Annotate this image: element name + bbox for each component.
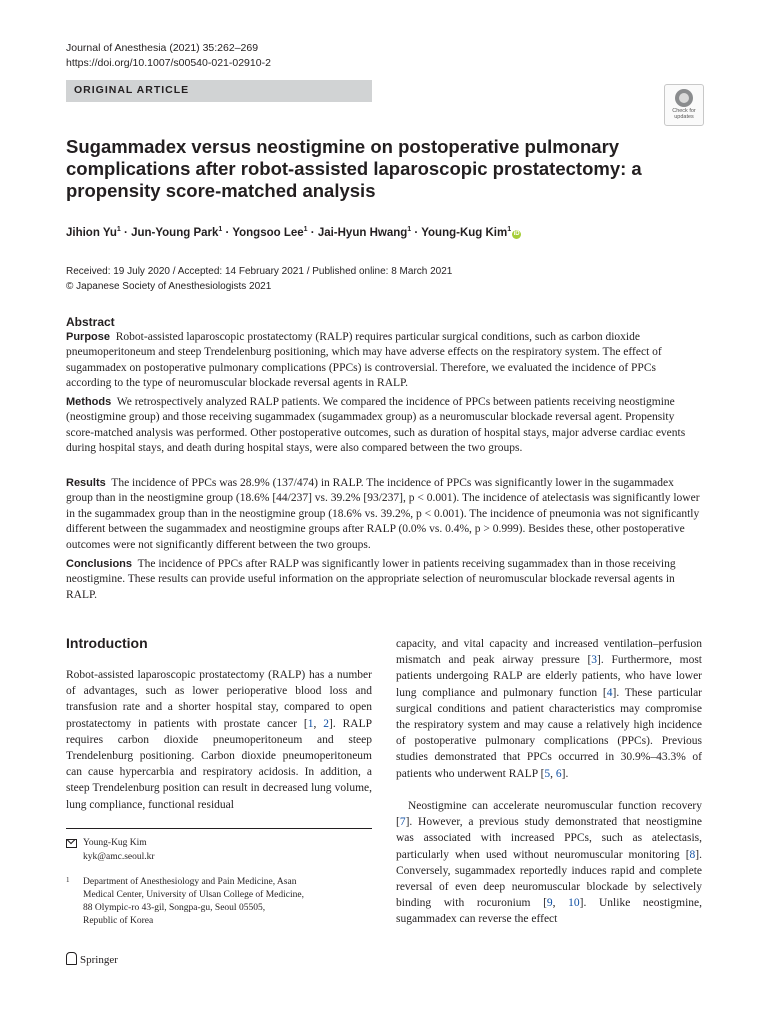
author-name[interactable]: Jai-Hyun Hwang xyxy=(317,226,408,239)
check-updates-icon xyxy=(675,89,693,107)
article-title: Sugammadex versus neostigmine on postoperative pulmonary complications after robot-assisted laparoscopic prostatectomy: a propensity score-matched analysis xyxy=(66,136,642,201)
correspondence-email[interactable]: kyk@amc.seoul.kr xyxy=(83,852,155,862)
citation-link[interactable]: 5 xyxy=(544,767,551,780)
citation-link[interactable]: 3 xyxy=(591,654,598,667)
author-name[interactable]: Yongsoo Lee xyxy=(232,226,304,239)
publication-history xyxy=(66,264,452,294)
citation-link[interactable]: 4 xyxy=(606,686,613,699)
correspondence-name: Young-Kug Kim xyxy=(83,838,147,848)
author-name[interactable]: Jun-Young Park xyxy=(131,226,219,239)
abstract-heading: Abstract xyxy=(66,315,115,329)
publisher-name: Springer xyxy=(80,954,118,966)
citation-link[interactable]: 6 xyxy=(555,767,562,780)
journal-citation xyxy=(66,41,271,71)
citation-link[interactable]: 2 xyxy=(323,717,330,730)
introduction-heading: Introduction xyxy=(66,635,148,651)
check-for-updates-badge[interactable]: Check for updates xyxy=(664,84,704,126)
publisher-logo xyxy=(66,952,118,966)
affiliation: 1 Department of Anesthesiology and Pain Medicine, Asan Medical Center, University of Ulsan College of Medicine, 88 Olympic-ro 43-gil, Songpa-gu, Seoul 05505, Republic of Korea xyxy=(66,876,304,926)
article-type: ORIGINAL ARTICLE xyxy=(74,84,190,96)
intro-paragraph-right-2: Neostigmine can accelerate neuromuscular function recovery [7]. However, a previous study demonstrated that neostigmine was associated with increased PPCs, such as atelectasis, particularly when used without neuromuscular monitoring [8]. Conversely, sugammadex reportedly induces rapid and complete reversal of even deep neuromuscular blockade by selectively binding with rocuronium [9, 10]. Unlike neostigmine, sugammadex can reverse the effect xyxy=(396,800,702,926)
citation-link[interactable]: 10 xyxy=(568,897,580,910)
springer-horse-icon xyxy=(66,952,77,965)
correspondence xyxy=(66,836,372,864)
orcid-icon[interactable]: iD xyxy=(513,230,520,237)
citation-link[interactable]: 7 xyxy=(399,816,406,829)
intro-paragraph-right-1: capacity, and vital capacity and increased ventilation–perfusion mismatch and peak airway pressure [3]. Furthermore, most patients undergoing RALP are elderly patients, who have lower lung compliance and pulmonary function [4]. These particular surgical conditions and patient characteristics may compromise the respiratory system and may cause a relatively high incidence of postoperative pulmonary complications (PPCs). Previous studies demonstrated that PPCs occurred in 30.9%–43.3% of patients who underwent RALP [5, 6]. xyxy=(396,638,702,780)
abstract-results: Results The incidence of PPCs was 28.9% (137/474) in RALP. The incidence of PPCs was significantly lower in the sugammadex group than in the neostigmine group (18.6% [44/237] vs. 39.2% [93/237], p < 0.001). The incidence of atelectasis was significantly lower in the sugammadex group than in the neostigmine group (18.6% vs. 39.2%, p < 0.001). The incidence of pneumonia was not significantly different between the sugammadex and neostigmine groups after RALP (0.0% vs. 0.4%, p > 0.999). Besides these, other postoperative outcomes were not significantly different between the two groups. xyxy=(66,477,700,551)
author-name[interactable]: Young-Kug Kim xyxy=(421,226,508,239)
citation-link[interactable]: 8 xyxy=(689,848,696,861)
intro-paragraph-left: Robot-assisted laparoscopic prostatectomy (RALP) has a number of advantages, such as lower perioperative blood loss and transfusion rate and a shorter hospital stay, compared to open prostatectomy in patients with prostate cancer [1, 2]. RALP requires carbon dioxide pneumoperitoneum and steep Trendelenburg positioning. Carbon dioxide pneumoperitoneum can cause hypercarbia and respiratory acidosis. In addition, a steep Trendelenburg position can result in decreased lung volume, lung compliance, functional residual xyxy=(66,669,372,811)
envelope-icon xyxy=(66,839,77,848)
author-name[interactable]: Jihion Yu xyxy=(66,226,117,239)
citation-link[interactable]: 1 xyxy=(307,717,314,730)
abstract-conclusions: Conclusions The incidence of PPCs after RALP was significantly lower in patients receiving sugammadex than in those receiving neostigmine. These results can provide useful information on the appropriate selection of neuromuscular blockade reversal agents in RALP. xyxy=(66,558,676,601)
journal-ref: Journal of Anesthesia (2021) 35:262–269 xyxy=(66,42,259,54)
dates: Received: 19 July 2020 / Accepted: 14 February 2021 / Published online: 8 March 2021 xyxy=(66,266,453,277)
abstract-methods: Methods We retrospectively analyzed RALP patients. We compared the incidence of PPCs between patients receiving neostigmine (neostigmine group) and those receiving sugammadex (sugammadex group) as a neuromuscular blockade reversal agent. Propensity score-matched analysis was performed. Other postoperative outcomes, such as duration of hospital stays, major adverse cardiac events during hospital stays, and death during hospital stays, were also compared between the two groups. xyxy=(66,396,686,455)
author-list: Jihion $Yu^1$ · Jun-Young Park$^1$ · Yongsoo Lee$^1$ · Jai-Hyun Hwang$^1$ · Young-Kug Kim$^1$iD xyxy=(66,226,520,239)
footnote-divider xyxy=(66,828,372,829)
citation-link[interactable]: 9 xyxy=(546,897,553,910)
article-type-band xyxy=(66,80,372,102)
abstract-purpose: Purpose Robot-assisted laparoscopic prostatectomy (RALP) requires particular surgical conditions, such as carbon dioxide pneumoperitoneum and steep Trendelenburg positioning, which may have adverse effects on the respiratory system. The effect of sugammadex on postoperative pulmonary complications (PPCs) is controversial. Therefore, we evaluated the incidence of PPCs according to the type of neuromuscular blockade reversal agents in RALP. xyxy=(66,331,662,390)
copyright: © Japanese Society of Anesthesiologists 2021 xyxy=(66,281,272,292)
doi-link[interactable]: https://doi.org/10.1007/s00540-021-02910-2 xyxy=(66,57,271,69)
